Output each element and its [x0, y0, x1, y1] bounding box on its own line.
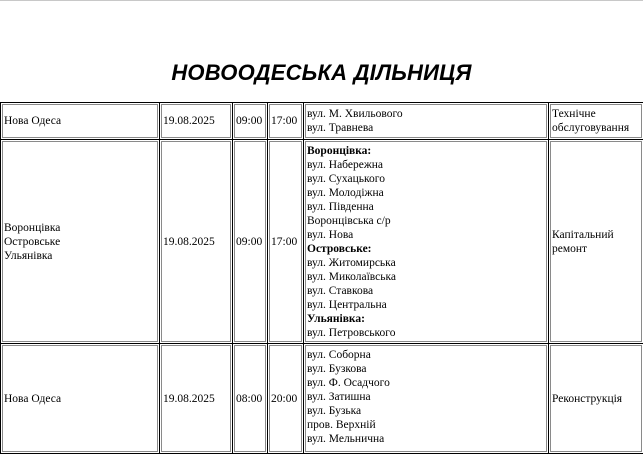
place-line: Ульянівка	[4, 249, 156, 263]
table-row	[1, 140, 643, 344]
place-line: Воронцівка	[4, 221, 156, 235]
start-time-cell: 09:00	[233, 140, 268, 344]
street-line: Островське:	[307, 242, 545, 256]
street-line: вул. Ставкова	[307, 284, 545, 298]
place-line: Островське	[4, 235, 156, 249]
schedule-body	[1, 103, 643, 454]
street-line: вул. Центральна	[307, 298, 545, 312]
street-line: вул. Ф. Осадчого	[307, 376, 545, 390]
street-line: вул. Соборна	[307, 348, 545, 362]
end-time-cell: 17:00	[268, 103, 304, 140]
streets-cell	[304, 103, 549, 140]
settlement-cell	[1, 103, 160, 140]
place-line: Нова Одеса	[4, 392, 156, 406]
page-title: НОВООДЕСЬКА ДІЛЬНИЦЯ	[0, 60, 643, 86]
street-line: Воронцівська с/р	[307, 214, 545, 228]
street-line: пров. Верхній	[307, 418, 545, 432]
street-line: вул. Набережна	[307, 158, 545, 172]
street-line: вул. Бузкова	[307, 362, 545, 376]
street-line: Воронцівка:	[307, 144, 545, 158]
street-line: вул. Петровського	[307, 326, 545, 340]
reason-line: Капітальний	[552, 228, 640, 242]
street-line: вул. Травнева	[307, 121, 545, 135]
start-time-cell: 09:00	[233, 103, 268, 140]
settlement-cell	[1, 140, 160, 344]
streets-cell	[304, 344, 549, 454]
reason-line: Реконструкція	[552, 392, 640, 406]
date-cell: 19.08.2025	[160, 344, 233, 454]
street-line: вул. Сухацького	[307, 172, 545, 186]
table-row	[1, 103, 643, 140]
reason-line: ремонт	[552, 242, 640, 256]
table-row	[1, 344, 643, 454]
settlement-cell	[1, 344, 160, 454]
street-line: вул. Бузька	[307, 404, 545, 418]
place-line: Нова Одеса	[4, 114, 156, 128]
reason-line: Технічне	[552, 107, 640, 121]
outage-schedule-table	[0, 102, 643, 454]
reason-cell	[549, 344, 643, 454]
reason-cell	[549, 140, 643, 344]
street-line: Ульянівка:	[307, 312, 545, 326]
date-cell: 19.08.2025	[160, 140, 233, 344]
reason-cell	[549, 103, 643, 140]
street-line: вул. Нова	[307, 228, 545, 242]
end-time-cell: 17:00	[268, 140, 304, 344]
date-cell: 19.08.2025	[160, 103, 233, 140]
street-line: вул. Миколаївська	[307, 270, 545, 284]
street-line: вул. Житомирська	[307, 256, 545, 270]
start-time-cell: 08:00	[233, 344, 268, 454]
street-line: вул. Мельнична	[307, 432, 545, 446]
street-line: вул. Південна	[307, 200, 545, 214]
end-time-cell: 20:00	[268, 344, 304, 454]
street-line: вул. Молодіжна	[307, 186, 545, 200]
top-divider	[0, 0, 643, 1]
reason-line: обслуговування	[552, 121, 640, 135]
street-line: вул. М. Хвильового	[307, 107, 545, 121]
street-line: вул. Затишна	[307, 390, 545, 404]
streets-cell	[304, 140, 549, 344]
